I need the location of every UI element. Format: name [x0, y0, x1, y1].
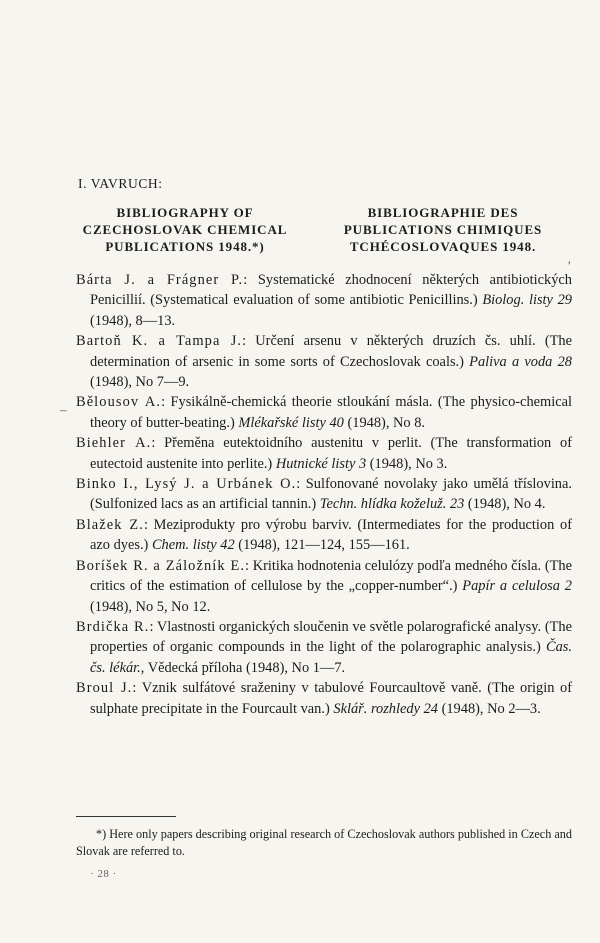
entry-authors: Binko I., Lysý J. a Urbánek O.: [76, 476, 297, 493]
entry-authors: Biehler A.: [76, 435, 152, 452]
title-fr-line: PUBLICATIONS CHIMIQUES: [343, 222, 543, 237]
entry-authors: Boríšek R. a Záložník E.: [76, 557, 246, 574]
title-fr-line: TCHÉCOSLOVAQUES 1948.: [349, 239, 537, 254]
entry-text: : Kritika hodnotenia celulózy podľa medného čísla. (The critics of the estimation of cellulose by the „copper-number“.): [90, 557, 572, 595]
entry-journal: Techn. hlídka koželuž. 23: [319, 496, 465, 513]
bibliography-entry: [76, 433, 572, 474]
margin-dash-mark: –: [60, 402, 67, 417]
bibliography-entry: [76, 617, 572, 678]
entry-text: : Meziprodukty pro výrobu barviv. (Intermediates for the production of azo dyes.): [90, 516, 572, 554]
author-heading: I. VAVRUCH:: [78, 176, 163, 191]
bibliography-entry: [76, 392, 572, 433]
entry-text: : Přeměna eutektoidního austenitu v perlit. (The transformation of eutectoid austenite into perlite.): [90, 435, 572, 472]
entry-authors: Bartoň K. a Tampa J.: [76, 333, 243, 350]
entry-tail: , Vědecká příloha (1948), No 1—7.: [140, 659, 346, 676]
footnote: *) Here only papers describing original research of Czechoslovak authors published in Czech and Slovak are referred to.: [76, 827, 572, 858]
entry-authors: Blažek Z.: [76, 516, 144, 533]
entry-tail: (1948), No 3.: [366, 455, 448, 472]
bibliography-entry: [76, 270, 572, 331]
entry-tail: (1948), 121—124, 155—161.: [234, 537, 410, 554]
entry-journal: Čas. čs. lékár.: [90, 639, 572, 676]
entry-journal: Papír a celulosa 2: [462, 578, 572, 595]
entry-journal: Chem. listy 42: [151, 537, 235, 554]
entry-journal: Biolog. listy 29: [482, 292, 572, 309]
bibliography-entry: [76, 474, 572, 515]
entry-text: : Vznik sulfátové sraženiny v tabulové Fourcaultově vaně. (The origin of sulphate precipitate in the Fourcault van.): [90, 680, 572, 717]
entry-text: : Systematické zhodnocení některých antibiotických Penicillií. (Systematical evaluation of some antibiotic Penicillins.): [90, 272, 573, 309]
bibliography-entry: [76, 331, 572, 392]
entry-journal: Hutnické listy 3: [275, 455, 367, 472]
bibliography-entry: [76, 678, 572, 719]
entry-text: : Fysikálně-chemická theorie stloukání másla. (The physico-chemical theory of butter-beating.): [90, 394, 572, 431]
bibliography-list: [76, 270, 572, 719]
entry-tail: (1948), No 2—3.: [437, 700, 541, 717]
stray-mark: ʹ: [568, 258, 571, 273]
entry-journal: Mlékařské listy 40: [238, 414, 344, 431]
entry-authors: Bělousov A.: [76, 394, 162, 411]
entry-tail: (1948), No 8.: [343, 414, 426, 431]
entry-tail: (1948), 8—13.: [90, 312, 176, 329]
title-en-line: PUBLICATIONS 1948.*): [105, 239, 265, 254]
entry-tail: (1948), No 4.: [464, 496, 546, 513]
title-en-line: BIBLIOGRAPHY OF: [116, 205, 254, 220]
entry-journal: Sklář. rozhledy 24: [333, 700, 438, 717]
page-number: · 28 ·: [90, 868, 117, 880]
entry-tail: (1948), No 5, No 12.: [90, 598, 211, 615]
title-english: [60, 204, 310, 255]
title-fr-line: BIBLIOGRAPHIE DES: [367, 205, 519, 220]
entry-authors: Bárta J. a Frágner P.: [76, 272, 244, 288]
entry-authors: Brdička R.: [76, 618, 150, 635]
entry-text: : Určení arsenu v některých druzích čs. uhlí. (The determination of arsenic in some sorts of Czechoslovak coals.): [90, 333, 572, 370]
entry-text: : Vlastnosti organických sloučenin ve světle polarografické analysy. (The properties of organic compounds in the light of the polarographic analysis.): [90, 618, 572, 656]
entry-journal: Paliva a voda 28: [469, 353, 572, 370]
title-en-line: CZECHOSLOVAK CHEMICAL: [82, 222, 288, 237]
bibliography-entry: [76, 515, 572, 556]
entry-tail: (1948), No 7—9.: [90, 374, 190, 391]
bibliography-entry: [76, 556, 572, 617]
entry-text: : Sulfonované novolaky jako umělá tříslovina. (Sulfonized lacs as an artificial tannin.): [90, 476, 572, 513]
footnote-divider: [76, 816, 176, 817]
entry-authors: Broul J.: [76, 680, 133, 697]
title-french: [318, 204, 568, 255]
